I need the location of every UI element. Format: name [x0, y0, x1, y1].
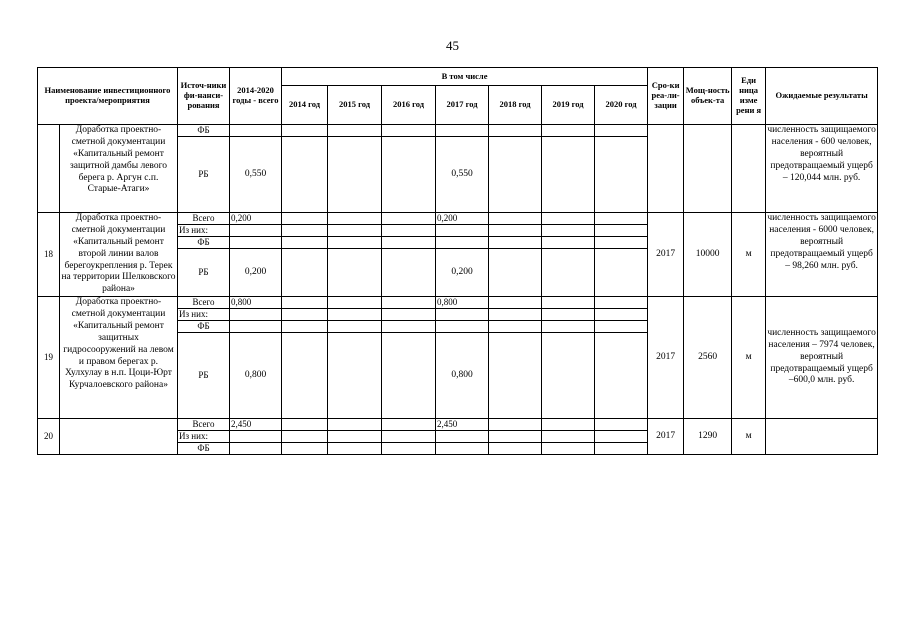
- source-fb: ФБ: [178, 125, 230, 137]
- row-number: 18: [38, 213, 60, 297]
- value-2017: 0,800: [436, 333, 489, 419]
- value-2017: 0,200: [436, 249, 489, 297]
- row-number: 19: [38, 297, 60, 419]
- col-header-including: В том числе: [282, 68, 648, 86]
- source-rb: РБ: [178, 333, 230, 419]
- term-cell: 2017: [648, 297, 684, 419]
- source-fb: ФБ: [178, 321, 230, 333]
- unit-cell: м: [732, 297, 766, 419]
- source-rb: РБ: [178, 137, 230, 213]
- source-fb: ФБ: [178, 237, 230, 249]
- table-row: [38, 213, 878, 225]
- capacity-cell: 10000: [684, 213, 732, 297]
- source-of-which: Из них:: [178, 225, 230, 237]
- col-header-unit: Еди ница изме рени я: [732, 68, 766, 125]
- source-of-which: Из них:: [178, 431, 230, 443]
- expected-result: численность защищаемого населения - 6000 человек, вероятный предотвращаемый ущерб – 98,260 млн. руб.: [766, 213, 878, 297]
- value-2017: 0,800: [436, 297, 489, 309]
- capacity-cell: 1290: [684, 419, 732, 455]
- col-header-year: 2018 год: [489, 86, 542, 125]
- col-header-year: 2014 год: [282, 86, 328, 125]
- project-name: Доработка проектно-сметной документации «Капитальный ремонт второй линии валов берегоукрепления р. Терек на территории Шелковского района»: [60, 213, 178, 297]
- unit-cell: м: [732, 419, 766, 455]
- col-header-term: Сро-ки реа-ли-зации: [648, 68, 684, 125]
- table-row: [38, 125, 878, 137]
- total-value: 0,550: [230, 137, 282, 213]
- header-row-1: [38, 68, 878, 86]
- total-value: 0,200: [230, 213, 282, 225]
- source-of-which: Из них:: [178, 309, 230, 321]
- term-cell: [648, 125, 684, 213]
- source-total: Всего: [178, 297, 230, 309]
- col-header-year: 2020 год: [595, 86, 648, 125]
- row-number: 20: [38, 419, 60, 455]
- capacity-cell: [684, 125, 732, 213]
- table-row: [38, 297, 878, 309]
- term-cell: 2017: [648, 213, 684, 297]
- col-header-source: Источ-ники фи-нанси-рования: [178, 68, 230, 125]
- expected-result: численность защищаемого населения - 600 человек, вероятный предотвращаемый ущерб – 120,044 млн. руб.: [766, 125, 878, 213]
- col-header-year: 2016 год: [382, 86, 436, 125]
- value-2017: 0,550: [436, 137, 489, 213]
- col-header-year: 2017 год: [436, 86, 489, 125]
- source-fb: ФБ: [178, 443, 230, 455]
- value-2017: 0,200: [436, 213, 489, 225]
- source-total: Всего: [178, 419, 230, 431]
- total-value: 0,800: [230, 297, 282, 309]
- total-value: 2,450: [230, 419, 282, 431]
- table-row: [38, 419, 878, 431]
- source-total: Всего: [178, 213, 230, 225]
- col-header-capacity: Мощ-ность объек-та: [684, 68, 732, 125]
- value-2017: 2,450: [436, 419, 489, 431]
- col-header-year: 2019 год: [542, 86, 595, 125]
- source-rb: РБ: [178, 249, 230, 297]
- col-header-total: 2014-2020 годы - всего: [230, 68, 282, 125]
- unit-cell: м: [732, 213, 766, 297]
- total-value: 0,200: [230, 249, 282, 297]
- project-name: [60, 419, 178, 455]
- row-number: [38, 125, 60, 213]
- expected-result: численность защищаемого населения – 7974 человек, вероятный предотвращаемый ущерб –600,0 млн. руб.: [766, 297, 878, 419]
- term-cell: 2017: [648, 419, 684, 455]
- investment-table: [37, 67, 878, 455]
- project-name: Доработка проектно-сметной документации «Капитальный ремонт защитных гидросооружений на левом и правом берегах р. Хулхулау в н.п. Цоци-Юрт Курчалоевского района»: [60, 297, 178, 419]
- total-value: 0,800: [230, 333, 282, 419]
- project-name: Доработка проектно-сметной документации «Капитальный ремонт защитной дамбы левого берега р. Аргун с.п. Старые-Атаги»: [60, 125, 178, 213]
- capacity-cell: 2560: [684, 297, 732, 419]
- col-header-year: 2015 год: [328, 86, 382, 125]
- col-header-name: Наименование инвестиционного проекта/мероприятия: [38, 68, 178, 125]
- expected-result: [766, 419, 878, 455]
- unit-cell: [732, 125, 766, 213]
- page-number: 45: [446, 38, 459, 53]
- col-header-results: Ожидаемые результаты: [766, 68, 878, 125]
